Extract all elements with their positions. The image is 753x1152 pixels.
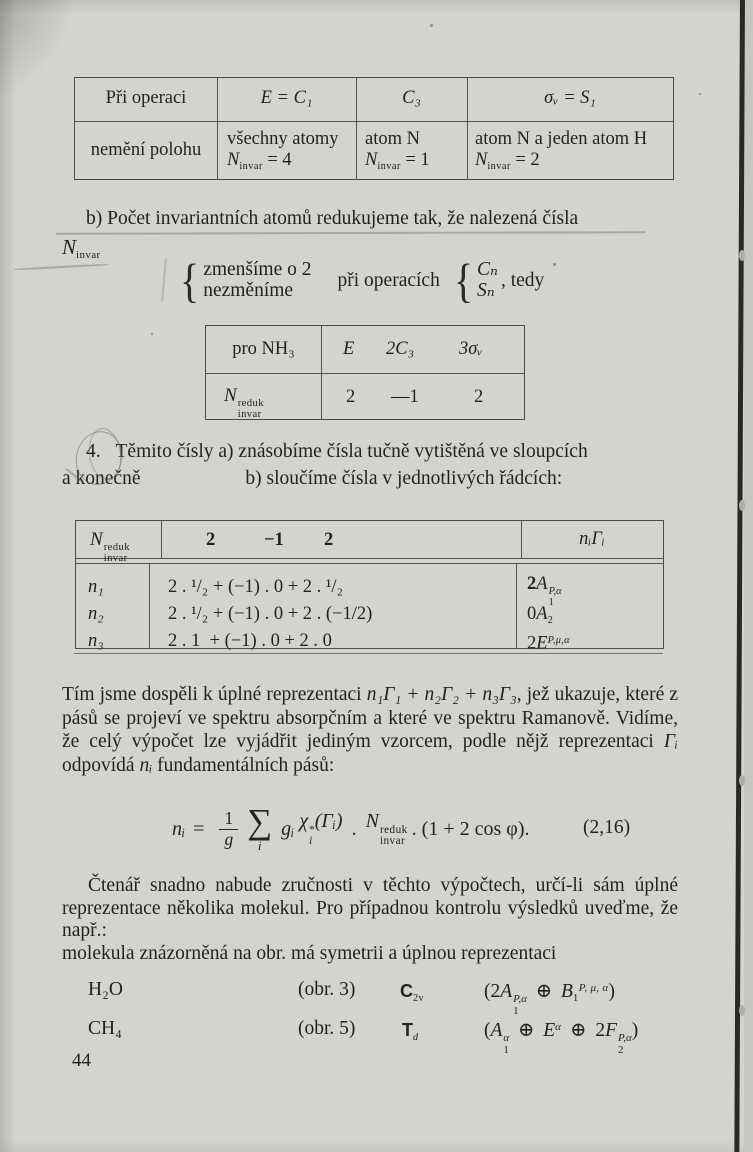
paragraph-4-line1 [86,440,588,464]
result: 2A P,α 1 [527,574,562,609]
paragraph-b: b) Počet invariantních atomů redukujeme tak, že nalezená čísla [86,208,579,229]
brace-line: Cₙ [477,259,498,280]
column-header: 2C₃ [386,339,415,359]
dot-operator: . [351,817,357,840]
table-divider [75,121,673,122]
paragraph-ctenar: Čtenář snadno nabude zručnosti v těchto výpočtech, určí-li sám úplné reprezentace několika molekul. Pro případnou kontrolu výsledků uveďme, že např.: [62,875,678,942]
paper-speck [699,93,701,95]
brace-tail: , tedy [500,269,545,291]
value-cell: 2 [346,387,356,407]
row-label: n₁ [88,577,104,597]
molecule-row [0,1018,753,1056]
result: $2E^{P,\mu,\alpha}$ [527,633,570,654]
equation-2-16 [172,796,529,862]
text-run: fundamentálních pásů: [152,754,335,776]
value-cell: —1 [391,387,419,407]
representation: (2A P,α 1 ⊕ $B_1^{P, \mu, \alpha}$) [484,981,615,1017]
column-header: C₃ [402,88,421,108]
expression: 2 . ¹/₂ + (−1) . 0 + 2 . (−1/2) [168,604,373,624]
item-text: b) sloučíme čísla v jednotlivých řádcích: [245,468,563,489]
g-term: gᵢ [281,817,295,840]
header-value: −1 [264,530,284,550]
table-cell: atom N a jeden atom H $N_{invar} = 2$ [475,129,648,172]
molecule-row [0,979,753,1017]
corner-symbol: N reduk invar [90,529,131,565]
operations-table [74,77,674,180]
lhs: nᵢ [172,817,186,840]
formula-tail: . (1 + 2 cos φ). [411,817,530,840]
table-divider [149,564,150,648]
result: $0A_2$ [527,604,554,626]
right-brace: { [453,253,474,308]
pencil-stroke [161,258,167,302]
equation-number: (2,16) [583,817,631,838]
item-text: Těmito čísly a) znásobíme čísla tučně vytištěná ve sloupcích [115,441,588,462]
brace-line: nezměníme [203,279,294,301]
oplus-symbol: ⊕ [570,1020,587,1041]
row-label: n₃ [88,631,104,651]
expression: 2 . 1 + (−1) . 0 + 2 . 0 [168,631,332,651]
paper-speck [151,333,153,335]
binding-nick [739,500,745,511]
item-text: a konečně [62,468,141,489]
binding-nick [739,250,745,261]
table-cell: atom N $N_{invar} = 1$ [365,129,430,172]
nh3-table [205,325,525,420]
column-header: Při operaci [105,88,187,108]
paragraph-molekula: molekula znázorněná na obr. má symetrii a úplnou reprezentaci [62,943,557,964]
equals-sign: = [193,817,205,840]
representation: (A α 1 ⊕ $E^\alpha$ ⊕ 2F P,α 2 ) [484,1020,639,1056]
page-number: 44 [72,1050,91,1071]
brace-line: Sₙ [477,279,495,301]
table-title: pro NH₃ [232,339,295,359]
brace-line: zmenšíme o 2 [203,259,312,280]
table-divider [516,564,517,648]
math-run: n₁Γ₁ + n₂Γ₂ + n₃Γ₃ [366,684,517,705]
table-outer-line [74,653,663,654]
table-divider [161,521,162,559]
figure-reference: (obr. 5) [298,1018,356,1039]
text-run: , jež ukazuje, které z pásů se projeví ve spektru absorpčním a které ve spektru Ramanově. Vidíme, že celý výpočet lze vyjádřit jediným vzorcem, podle nějž reprezentaci [62,684,678,753]
oplus-symbol: ⊕ [518,1020,535,1041]
math-run: Γᵢ [663,731,678,753]
binding-nick [739,775,745,786]
paper-speck [553,263,556,266]
chi-term: χ * i (Γᵢ) [299,809,343,848]
summation-symbol: ∑ i [247,802,273,853]
paper-speck [430,24,433,27]
column-header: E [343,339,355,359]
oplus-symbol: ⊕ [535,981,553,1002]
row-label: nemění polohu [90,140,202,160]
header-value: 2 [206,530,216,550]
table-divider [76,558,663,559]
table-divider [206,373,524,374]
item-number: 4. [86,441,101,462]
header-right: nᵢΓᵢ [579,529,605,549]
fraction-1-over-g: $\frac{1}{g}$ [219,809,238,849]
text-run: odpovídá [62,754,140,776]
reduction-table [75,520,664,654]
expression: 2 . ¹/₂ + (−1) . 0 + 2 . ¹/₂ [168,577,344,597]
brace-expression [180,253,545,308]
row-label: n₂ [88,604,104,624]
symmetry-group: $C_{2v}$ [400,981,424,1004]
n-invar-term: N reduk invar [365,809,408,848]
n-invar-symbol: $N_{invar}$ [62,235,101,262]
brace-middle-text: při operacích [337,269,440,291]
molecule-formula: H₂O [88,979,123,1000]
molecule-formula: CH₄ [88,1018,122,1039]
header-value: 2 [324,530,334,550]
pencil-underline [56,231,646,234]
table-divider [76,563,663,564]
paragraph-4-line2 [62,467,562,491]
table-cell: všechny atomy $N_{invar} = 4$ [227,129,339,172]
column-header: 3σᵥ [459,339,483,359]
column-header: σᵥ = S₁ [544,88,596,108]
column-header: E = C₁ [260,88,313,108]
text-run: Tím jsme dospěli k úplné reprezentaci [62,684,367,705]
value-cell: 2 [474,387,484,407]
paragraph-reprezentace [62,683,678,777]
row-symbol: N reduk invar [224,385,265,421]
left-brace: { [180,253,200,308]
symmetry-group: $T_d$ [402,1020,419,1043]
figure-reference: (obr. 3) [298,979,356,1000]
math-run: nᵢ [139,754,153,776]
